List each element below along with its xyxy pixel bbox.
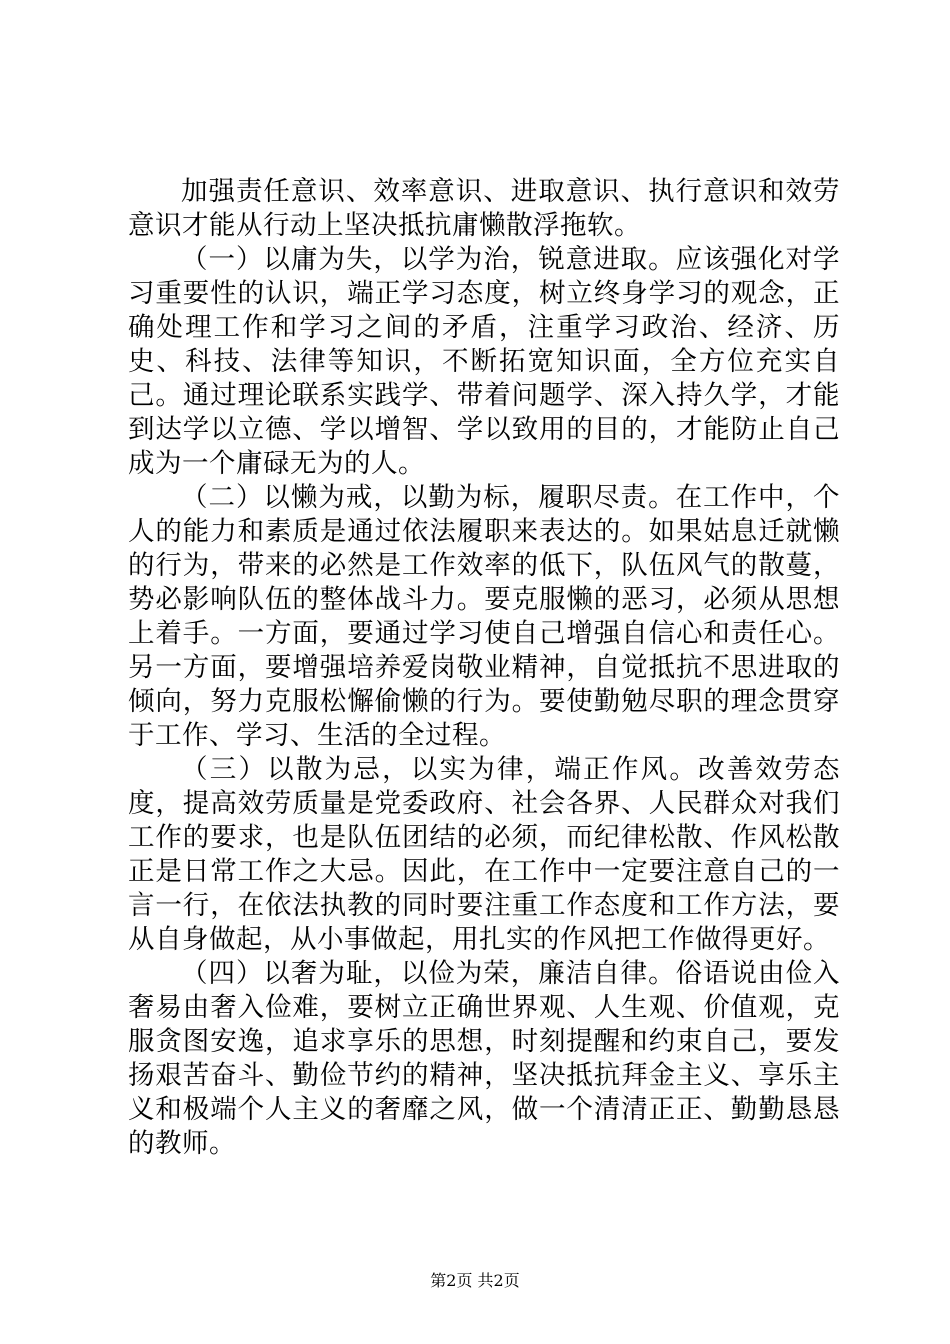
page-number-footer: 第2页 共2页 [430,1271,520,1290]
paragraph-intro: 加强责任意识、效率意识、进取意识、执行意识和效劳意识才能从行动上坚决抵抗庸懒散浮拖软。 [128,176,840,241]
paragraph-section-3: （三）以散为忌，以实为律，端正作风。改善效劳态度，提高效劳质量是党委政府、社会各界、人民群众对我们工作的要求，也是队伍团结的必须，而纪律松散、作风松散正是日常工作之大忌。因此，在工作中一定要注意自己的一言一行，在依法执教的同时要注重工作态度和工作方法，要从自身做起，从小事做起，用扎实的作风把工作做得更好。 [128,754,840,955]
paragraph-section-2: （二）以懒为戒，以勤为标，履职尽责。在工作中，个人的能力和素质是通过依法履职来表达的。如果姑息迁就懒的行为，带来的必然是工作效率的低下，队伍风气的散蔓，势必影响队伍的整体战斗力。要克服懒的恶习，必须从思想上着手。一方面，要通过学习使自己增强自信心和责任心。另一方面，要增强培养爱岗敬业精神，自觉抵抗不思进取的倾向，努力克服松懈偷懒的行为。要使勤勉尽职的理念贯穿于工作、学习、生活的全过程。 [128,482,840,751]
paragraph-section-4: （四）以奢为耻，以俭为荣，廉洁自律。俗语说由俭入奢易由奢入俭难，要树立正确世界观、人生观、价值观，克服贪图安逸，追求享乐的思想，时刻提醒和约束自己，要发扬艰苦奋斗、勤俭节约的精神，坚决抵抗拜金主义、享乐主义和极端个人主义的奢靡之风，做一个清清正正、勤勤恳恳的教师。 [128,958,840,1159]
paragraph-section-1: （一）以庸为失，以学为治，锐意进取。应该强化对学习重要性的认识，端正学习态度，树立终身学习的观念，正确处理工作和学习之间的矛盾，注重学习政治、经济、历史、科技、法律等知识，不断拓宽知识面，全方位充实自己。通过理论联系实践学、带着问题学、深入持久学，才能到达学以立德、学以增智、学以致用的目的，才能防止自己成为一个庸碌无为的人。 [128,244,840,479]
document-body [128,175,840,1161]
